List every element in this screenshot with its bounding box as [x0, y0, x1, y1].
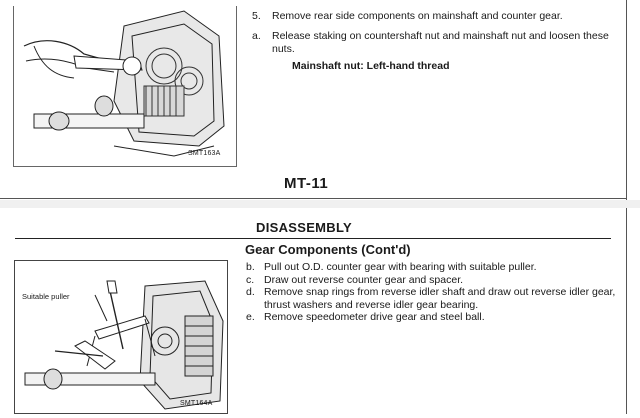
- page-border: [626, 0, 627, 200]
- figure-caption: SMT164A: [180, 400, 213, 407]
- step-text: Draw out reverse counter gear and spacer.: [264, 273, 464, 286]
- step-text: Remove rear side components on mainshaft and counter gear.: [272, 10, 563, 22]
- transmission-illustration-bottom: [14, 260, 228, 414]
- step-item: [246, 274, 618, 287]
- step-marker: b.: [246, 261, 255, 273]
- transmission-illustration-top: [13, 6, 237, 167]
- step-item: [246, 286, 618, 311]
- procedure-text: [252, 10, 612, 73]
- step-marker: c.: [246, 273, 255, 286]
- page-border: [0, 198, 627, 199]
- step-item: [252, 10, 612, 24]
- top-page: [0, 0, 640, 200]
- step-text: Remove speedometer drive gear and steel ball.: [264, 311, 485, 323]
- step-marker: 5.: [252, 10, 261, 22]
- puller-on-counter-gear-drawing: [15, 261, 227, 413]
- step-text: Remove snap rings from reverse idler shaft and draw out reverse idler gear, thrust washers and reverse idler gear bearing.: [264, 286, 616, 311]
- step-marker: a.: [252, 29, 261, 42]
- wrench-on-mainshaft-drawing: [14, 6, 236, 166]
- page-gap: [0, 200, 640, 208]
- step-text: Pull out O.D. counter gear with bearing with suitable puller.: [264, 261, 537, 273]
- section-title: DISASSEMBLY: [256, 220, 353, 235]
- step-item: [246, 261, 618, 274]
- step-item: [252, 30, 612, 57]
- bottom-page: [0, 208, 640, 414]
- step-marker: d.: [246, 286, 255, 298]
- subheading: Gear Components (Cont'd): [245, 242, 411, 257]
- section-rule: [15, 238, 611, 239]
- procedure-text: [246, 261, 618, 324]
- step-text: Release staking on countershaft nut and mainshaft nut and loosen these nuts.: [272, 29, 609, 55]
- figure-callout-label: Suitable puller: [22, 292, 70, 301]
- specification-note: Mainshaft nut: Left-hand thread: [292, 59, 450, 72]
- step-marker: e.: [246, 311, 255, 323]
- page-number: MT-11: [284, 175, 329, 192]
- figure-caption: SMT163A: [188, 150, 221, 157]
- step-item: [246, 311, 618, 324]
- page-border: [626, 208, 627, 414]
